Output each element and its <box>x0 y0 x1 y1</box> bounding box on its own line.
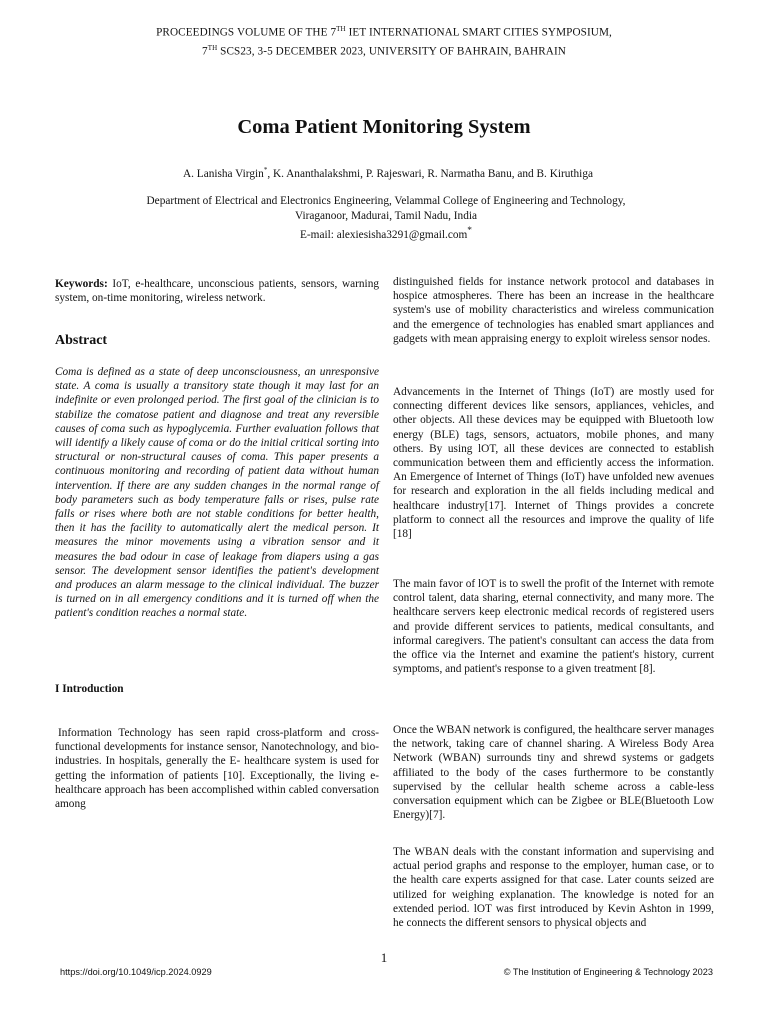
header-line-1 <box>0 22 768 41</box>
introduction-paragraph: Information Technology has seen rapid cross-platform and cross-functional developments for instance sensor, Nanotechnology, and bio-industries. In hospitals, generally the E- healthcare system is used for getting the information of patients [10]. Exceptionally, the living e-healthcare approach has been accomplished within cabled conversation among <box>55 727 379 811</box>
paper-title: Coma Patient Monitoring System <box>237 116 531 138</box>
keywords-text: IoT, e-healthcare, unconscious patients, sensors, warning system, on-time monitoring, wireless network. <box>55 278 379 305</box>
right-paragraph-5: The WBAN deals with the constant information and supervising and actual period graphs and response to the employer, human case, or to the health care experts assigned for that case. Later counts seized are utilized for weighing explanation. The knowledge is noted for an extended period. lOT was first introduced by Kevin Ashton in 1999, he connects the different sensors to physical objects and <box>393 846 714 930</box>
header-line-2 <box>0 41 768 60</box>
affiliation-location: Viraganoor, Madurai, Tamil Nadu, India <box>294 210 478 222</box>
copyright-notice: © The Institution of Engineering & Technology 2023 <box>503 967 713 977</box>
right-paragraph-4: Once the WBAN network is configured, the healthcare server manages the network, taking care of channel sharing. A Wireless Body Area Network (WBAN) surrounds tiny and shrewd systems or gadgets affiliated to the body of the cases furthermore to be constantly supervised by the cellular health scheme across a cable-less conversation equipment which can be Zigbee or BLE(Bluetooth Low Energy)[7]. <box>393 724 715 822</box>
right-paragraph-3: The main favor of lOT is to swell the profit of the Internet with remote control talent, data sharing, eternal connectivity, and many more. The healthcare servers keep electronic medical records of registered users and provide different services to patients, medical consultants, and informal caregivers. The patient's consultant can access the data from the office via the Internet and examine the patient's history, current symptoms, and patient's response to a given treatment [8]. <box>393 578 714 676</box>
introduction-heading: I Introduction <box>55 683 124 695</box>
right-paragraph-2: Advancements in the Internet of Things (IoT) are mostly used for connecting different devices like sensors, appliances, vehicles, and other objects. All these devices may be equipped with Bluetooth low energy (BLE) tags, sensors, actuators, mobile phones, and many others. By using lOT, all these devices are connected to establish communication between them and efficiently access the information. An Emergence of Internet of Things (IoT) have unfolded new avenues for research and exploration in the all fields including medical and healthcare industry[17]. Internet of Things provides a concrete platform to connect all the resources and improve the quality of life [18] <box>393 386 714 541</box>
corresponding-author-mark: * <box>263 166 268 174</box>
corresponding-author: A. Lanisha Virgin <box>183 167 264 180</box>
email-line <box>0 224 768 243</box>
right-paragraph-1: distinguished fields for instance network protocol and databases in hospice atmospheres. There has been an increase in the healthcare system's use of mobility characteristics and wireless communication and the emergence of technologies has enabled smart appliances and gadgets with mean appraising energy to exploit wireless sensor nodes. <box>393 276 714 345</box>
keywords-label: Keywords: <box>55 278 108 290</box>
email-address: E-mail: alexiesisha3291@gmail.com <box>300 228 468 241</box>
header-line-2-text: 7 <box>202 45 208 58</box>
abstract-paragraph: Coma is defined as a state of deep unconsciousness, an unresponsive state. A coma is usually a transitory state though it may last for an indefinite or even prolonged period. The first goal of the clinician is to stabilize the comatose patient and diagnose and treat any reversible causes of coma such as hypoglycemia. Further evaluation follows that will identify a likely cause of coma or do the initial critical sorting into structural or non-structural causes of coma. This paper presents a continuous monitoring and recording of patient data without human intervention. If there are any sudden changes in the normal range of body parameters such as body temperature falls or rises, pulse rate falls or rises where both are not stable conditions for better health, then it has the facility to automatically alert the medical person. It measures the minor movements using a vibration sensor and it measures the bad odour in case of leakage from diapers using a gas sensor. The development sensor identifies the patient's development and produces an alarm message to the clinical individual. The buzzer is turned on in all emergency conditions and it is turned off when the patient's condition reaches a normal state. <box>55 366 379 620</box>
abstract-heading: Abstract <box>55 333 108 348</box>
header-line-1-text: PROCEEDINGS VOLUME OF THE 7 <box>156 26 337 39</box>
header-line-1-sup: TH <box>336 25 346 33</box>
proceedings-header <box>0 22 768 59</box>
header-line-1-text-end: IET INTERNATIONAL SMART CITIES SYMPOSIUM, <box>345 26 612 39</box>
email-mark: * <box>467 226 472 236</box>
co-authors: , K. Ananthalakshmi, P. Rajeswari, R. Narmatha Banu, and B. Kiruthiga <box>267 167 593 180</box>
abstract-body <box>55 365 379 621</box>
doi-link[interactable]: https://doi.org/10.1049/icp.2024.0929 <box>60 967 212 977</box>
page-number: 1 <box>380 950 388 965</box>
header-line-2-sup: TH <box>207 43 218 52</box>
author-list <box>0 166 768 180</box>
keywords <box>55 277 379 305</box>
introduction-body <box>55 726 379 811</box>
affiliation <box>0 194 768 243</box>
header-line-2-text-end: SCS23, 3-5 DECEMBER 2023, UNIVERSITY OF BAHRAIN, BAHRAIN <box>217 45 566 58</box>
affiliation-department: Department of Electrical and Electronics Engineering, Velammal College of Engineering and Technology, <box>146 195 626 207</box>
